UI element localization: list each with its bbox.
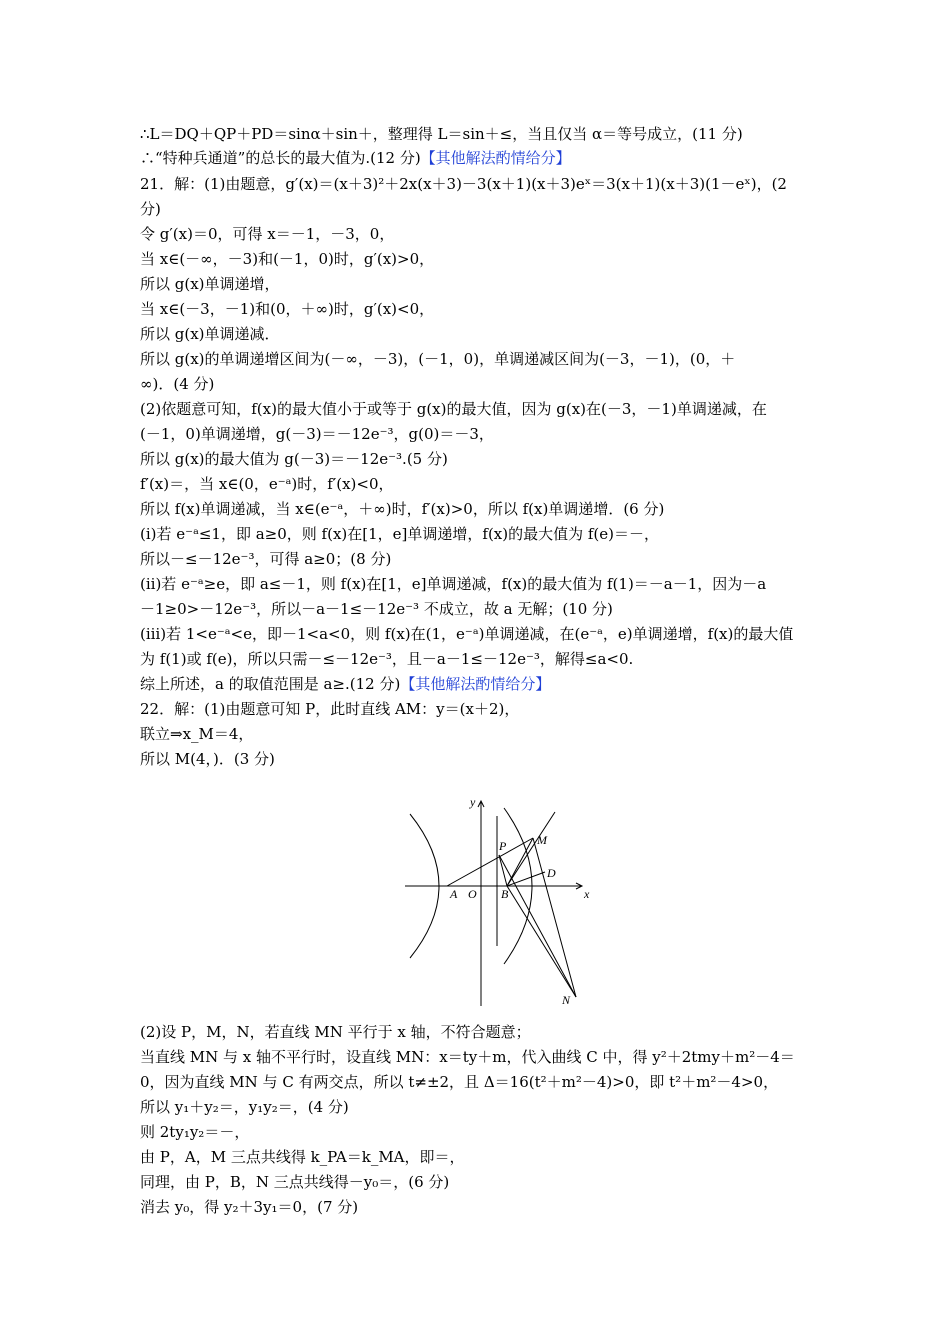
text-line: 当直线 MN 与 x 轴不平行时，设直线 MN：x＝ty＋m，代入曲线 C 中，得 y²＋2tmy＋m²－4＝ bbox=[140, 1048, 795, 1066]
line-PB bbox=[499, 855, 507, 886]
text-line: 联立⇒x_M＝4， bbox=[140, 725, 254, 743]
hyperbola-diagram bbox=[400, 786, 600, 1016]
y-axis-label: y bbox=[470, 795, 476, 809]
text-line: (2)依题意可知，f(x)的最大值小于或等于 g(x)的最大值，因为 g(x)在(－3，－1)单调递减，在 bbox=[140, 400, 767, 418]
text-line: (2)设 P，M，N，若直线 MN 平行于 x 轴，不符合题意； bbox=[140, 1023, 531, 1041]
text-line: 同理，由 P，B，N 三点共线得－y₀＝，(6 分) bbox=[140, 1173, 450, 1191]
text-line: 22．解：(1)由题意可知 P，此时直线 AM：y＝(x＋2)， bbox=[140, 700, 520, 718]
text-line: 令 g′(x)＝0，可得 x＝－1，－3，0， bbox=[140, 225, 395, 243]
point-D-label: D bbox=[547, 866, 556, 880]
point-B-label: B bbox=[501, 887, 509, 901]
text-line: －1≥0>－12e⁻³，所以－a－1≤－12e⁻³ 不成立，故 a 无解；(10 分) bbox=[140, 600, 613, 618]
text-line: 分) bbox=[140, 200, 161, 218]
text-line: 当 x∈(－∞，－3)和(－1，0)时，g′(x)>0， bbox=[140, 250, 435, 268]
text-line: 0，因为直线 MN 与 C 有两交点，所以 t≠±2，且 Δ＝16(t²＋m²－4)>0，即 t²＋m²－4>0， bbox=[140, 1073, 779, 1091]
text-line: 当 x∈(－3，－1)和(0，＋∞)时，g′(x)<0， bbox=[140, 300, 435, 318]
line-BD bbox=[507, 872, 545, 886]
text-line: 所以 y₁＋y₂＝，y₁y₂＝，(4 分) bbox=[140, 1098, 349, 1116]
line-P-N bbox=[499, 855, 576, 997]
text-line: ∴L＝DQ＋QP＋PD＝sinα＋sin＋，整理得 L＝sin＋≤，当且仅当 α＝等号成立，(11 分) bbox=[140, 125, 743, 143]
other-solutions-note: 【其他解法酌情给分】 bbox=[400, 675, 551, 693]
point-P-label: P bbox=[499, 839, 507, 853]
point-A-label: A bbox=[450, 887, 458, 901]
text-line: (－1，0)单调递增，g(－3)＝－12e⁻³，g(0)＝－3， bbox=[140, 425, 494, 443]
text-line: 所以 g(x)的最大值为 g(－3)＝－12e⁻³.(5 分) bbox=[140, 450, 448, 468]
text-line: (ⅲ)若 1<e⁻ᵃ<e，即－1<a<0，则 f(x)在(1，e⁻ᵃ)单调递减，在(e⁻ᵃ，e)单调递增，f(x)的最大值 bbox=[140, 625, 794, 643]
text-line: 所以－≤－12e⁻³，可得 a≥0；(8 分) bbox=[140, 550, 392, 568]
text-line: (ⅰ)若 e⁻ᵃ≤1，即 a≥0，则 f(x)在[1，e]单调递增，f(x)的最大值为 f(e)＝－， bbox=[140, 525, 660, 543]
text-line: 所以 g(x)的单调递增区间为(－∞，－3)，(－1，0)，单调递减区间为(－3，－1)，(0，＋ bbox=[140, 350, 736, 368]
text-line: ∞)．(4 分) bbox=[140, 375, 215, 393]
text-line: 消去 y₀，得 y₂＋3y₁＝0，(7 分) bbox=[140, 1198, 359, 1216]
text-line: (ⅱ)若 e⁻ᵃ≥e，即 a≤－1，则 f(x)在[1，e]单调递减，f(x)的最大值为 f(1)＝－a－1，因为－a bbox=[140, 575, 767, 593]
line-MN bbox=[533, 838, 576, 997]
origin-label: O bbox=[468, 887, 477, 901]
text-line: ∴“特种兵通道”的总长的最大值为.(12 分)【其他解法酌情给分】 bbox=[140, 149, 571, 167]
other-solutions-note: 【其他解法酌情给分】 bbox=[420, 149, 571, 167]
text-line: 所以 g(x)单调递减． bbox=[140, 325, 280, 343]
point-M-label: M bbox=[537, 833, 547, 847]
point-N-label: N bbox=[562, 993, 571, 1007]
text-line: 所以 f(x)单调递减，当 x∈(e⁻ᵃ，＋∞)时，f′(x)>0，所以 f(x)单调递增．(6 分) bbox=[140, 500, 665, 518]
text-line: 21．解：(1)由题意，g′(x)＝(x＋3)²＋2x(x＋3)－3(x＋1)(x＋3)eˣ＝3(x＋1)(x＋3)(1－eˣ)，(2 bbox=[140, 175, 787, 193]
text-line: 则 2ty₁y₂＝－， bbox=[140, 1123, 250, 1141]
text-line: f′(x)＝，当 x∈(0，e⁻ᵃ)时，f′(x)<0， bbox=[140, 475, 394, 493]
text-line: 为 f(1)或 f(e)，所以只需－≤－12e⁻³，且－a－1≤－12e⁻³，解得≤a<0. bbox=[140, 650, 634, 668]
text-line: 所以 g(x)单调递增， bbox=[140, 275, 280, 293]
text-line: 由 P，A，M 三点共线得 k_PA＝k_MA，即＝， bbox=[140, 1148, 465, 1166]
text-line: 所以 M(4，)．(3 分) bbox=[140, 750, 275, 768]
text-line: 综上所述，a 的取值范围是 a≥.(12 分)【其他解法酌情给分】 bbox=[140, 675, 551, 693]
x-axis-label: x bbox=[584, 887, 590, 901]
